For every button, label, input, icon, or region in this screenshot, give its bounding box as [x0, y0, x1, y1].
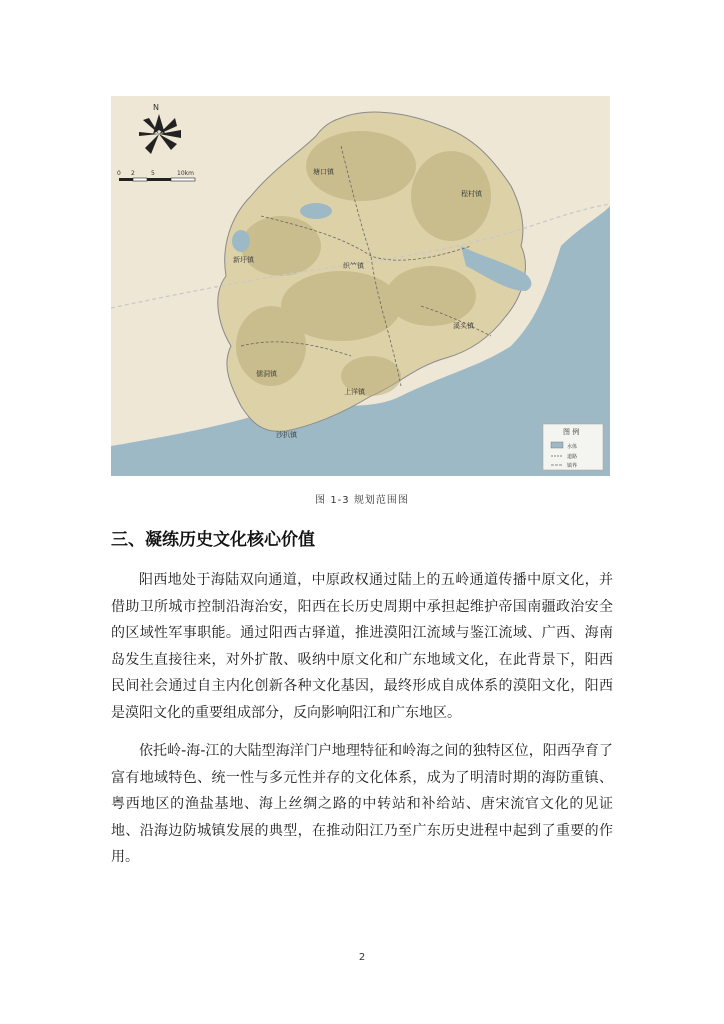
page-number: 2 — [358, 952, 366, 963]
planning-area-map — [111, 96, 610, 476]
town-label: 塘口镇 — [313, 168, 334, 176]
legend-item-boundary: 镇界 — [567, 463, 578, 469]
scale-label-2: 2 — [131, 170, 135, 177]
map-svg — [111, 96, 610, 476]
town-label: 上洋镇 — [344, 388, 365, 396]
figure-caption: 图 1-3 规划范围图 — [315, 495, 409, 506]
scale-bar — [119, 178, 195, 181]
body-paragraph-2: 依托岭-海-江的大陆型海洋门户地理特征和岭海之间的独特区位，阳西孕育了富有地域特色、统一性与多元性并存的文化体系，成为了明清时期的海防重镇、粤西地区的渔盐基地、海上丝绸之路的中转站和补给站、唐宋流官文化的见证地、沿海边防城镇发展的典型，在推动阳江乃至广东历史进程中起到了重要的作用。 — [111, 743, 613, 865]
scale-label-10km: 10km — [177, 170, 194, 177]
section-heading: 三、凝练历史文化核心价值 — [111, 530, 315, 550]
legend-item-water: 水体 — [567, 444, 578, 450]
north-label: N — [153, 103, 159, 112]
lake — [232, 230, 250, 252]
reservoir — [300, 203, 332, 219]
body-paragraph-1: 阳西地处于海陆双向通道，中原政权通过陆上的五岭通道传播中原文化，并借助卫所城市控制沿海治安，阳西在长历史周期中承担起维护帝国南疆政治安全的区域性军事职能。通过阳西古驿道，推进漠阳江流域与鉴江流域、广西、海南岛发生直接往来，对外扩散、吸纳中原文化和广东地域文化，在此背景下，阳西民间社会通过自主内化创新各种文化基因，最终形成自成体系的漠阳文化，阳西是漠阳文化的重要组成部分，反向影响阳江和广东地区。 — [111, 572, 613, 721]
town-label: 织𥫗镇 — [343, 262, 364, 270]
town-label: 新圩镇 — [233, 256, 254, 264]
town-label: 程村镇 — [461, 190, 482, 198]
scale-label-5: 5 — [151, 170, 155, 177]
town-label: 儒洞镇 — [256, 370, 277, 378]
legend-title: 图 例 — [563, 428, 580, 436]
town-label: 沙扒镇 — [276, 431, 297, 439]
scale-label-0: 0 — [117, 170, 121, 177]
town-label: 溪头镇 — [453, 322, 474, 330]
legend-item-road: 道路 — [567, 454, 578, 460]
